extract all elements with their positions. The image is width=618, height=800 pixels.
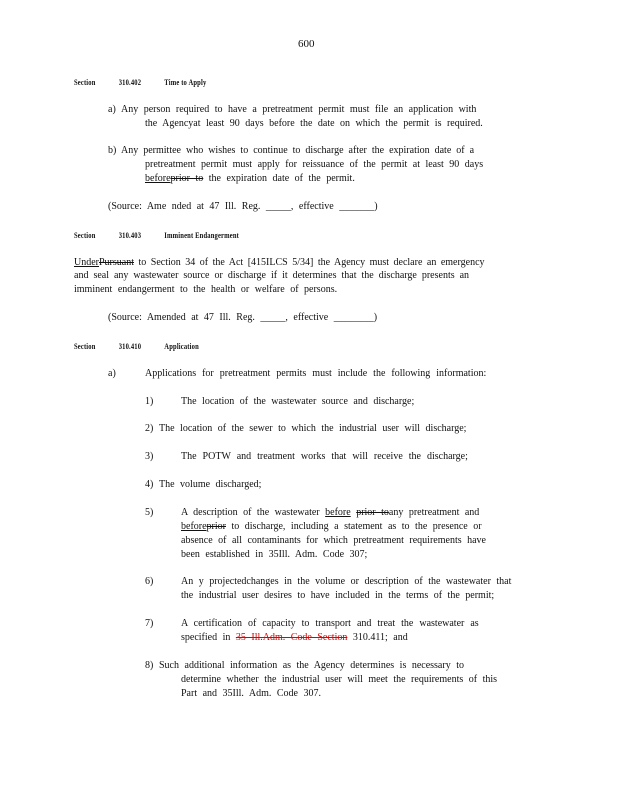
subsection-label-b: b) bbox=[108, 145, 117, 156]
list-item-text: A certification of capacity to transport and treat the wastewater as bbox=[181, 618, 479, 629]
list-item-text bbox=[181, 506, 479, 519]
subsection-label-a: a) bbox=[108, 368, 116, 379]
list-item-number: 8) bbox=[145, 660, 154, 671]
paragraph-line: pretreatment permit must apply for reissuance of the permit at least 90 days bbox=[145, 159, 484, 170]
section-heading-310-403 bbox=[74, 229, 239, 242]
section-number: 310.403 bbox=[118, 231, 142, 240]
section-label: Section bbox=[74, 342, 96, 351]
section-title: Imminent Endangerment bbox=[164, 231, 239, 240]
page-number: 600 bbox=[298, 38, 315, 50]
text-segment: A description of the wastewater bbox=[181, 507, 320, 518]
list-item-number: 4) bbox=[145, 479, 154, 490]
text-segment: any pretreatment and bbox=[388, 507, 480, 518]
deleted-text: Pursuant bbox=[99, 257, 134, 268]
section-number: 310.402 bbox=[118, 78, 142, 87]
list-item-number: 1) bbox=[145, 396, 154, 407]
paragraph-line: Any person required to have a pretreatment permit must file an application with bbox=[121, 104, 477, 115]
list-item-text: The location of the sewer to which the industrial user will discharge; bbox=[159, 423, 467, 434]
paragraph-line: Applications for pretreatment permits must include the following information: bbox=[145, 368, 487, 379]
list-item-text: the industrial user desires to have included in the terms of the permit; bbox=[181, 590, 495, 601]
list-item-text: absence of all contaminants for which pretreatment requirements have bbox=[181, 535, 486, 546]
section-label: Section bbox=[74, 231, 96, 240]
inserted-text: Under bbox=[74, 257, 99, 268]
list-item-text bbox=[181, 631, 408, 644]
paragraph-line: imminent endangerment to the health or welfare of persons. bbox=[74, 284, 338, 295]
paragraph-line: Any permittee who wishes to continue to discharge after the expiration date of a bbox=[121, 145, 475, 156]
list-item-number: 3) bbox=[145, 451, 154, 462]
text-segment: to Section 34 of the Act [415ILCS 5/34] the Agency must declare an emergency bbox=[138, 257, 485, 268]
list-item-text: An y projectedchanges in the volume or description of the wastewater that bbox=[181, 576, 512, 587]
list-item-text: Part and 35Ill. Adm. Code 307. bbox=[181, 688, 321, 699]
inserted-text: before bbox=[145, 173, 171, 184]
list-item-number: 6) bbox=[145, 576, 154, 587]
deleted-text: prior to bbox=[356, 507, 389, 518]
section-title: Time to Apply bbox=[164, 78, 207, 87]
paragraph-line: and seal any wastewater source or discharge if it determines that the discharge presents an bbox=[74, 270, 470, 281]
inserted-text: before bbox=[325, 507, 351, 518]
inserted-text: before bbox=[181, 521, 207, 532]
list-item-text bbox=[181, 520, 482, 533]
section-title: Application bbox=[164, 342, 199, 351]
list-item-text: The location of the wastewater source and discharge; bbox=[181, 396, 415, 407]
subsection-label-a: a) bbox=[108, 104, 116, 115]
text-segment: 310.411; and bbox=[352, 632, 408, 643]
section-heading-310-402 bbox=[74, 76, 206, 89]
text-segment: the expiration date of the permit. bbox=[208, 173, 355, 184]
text-segment: specified in bbox=[181, 632, 231, 643]
source-note: (Source: Amended at 47 Ill. Reg. _____, effective ________) bbox=[108, 312, 378, 323]
list-item-number: 5) bbox=[145, 507, 154, 518]
deleted-text: prior to bbox=[170, 173, 204, 184]
list-item-number: 7) bbox=[145, 618, 154, 629]
list-item-text: The POTW and treatment works that will receive the discharge; bbox=[181, 451, 468, 462]
text-segment: to discharge, including a statement as to the presence or bbox=[231, 521, 482, 532]
list-item-number: 2) bbox=[145, 423, 154, 434]
section-number: 310.410 bbox=[118, 342, 142, 351]
list-item-text: been established in 35Ill. Adm. Code 307; bbox=[181, 549, 368, 560]
section-label: Section bbox=[74, 78, 96, 87]
deleted-text: 35 Ill.Adm. Code Section bbox=[235, 632, 348, 643]
deleted-text: prior bbox=[206, 521, 226, 532]
list-item-text: determine whether the industrial user will meet the requirements of this bbox=[181, 674, 498, 685]
list-item-text: Such additional information as the Agency determines is necessary to bbox=[159, 660, 464, 671]
source-note: (Source: Ame nded at 47 Ill. Reg. _____, effective _______) bbox=[108, 201, 378, 212]
paragraph-line bbox=[145, 172, 355, 185]
paragraph-line bbox=[74, 256, 485, 269]
list-item-text: The volume discharged; bbox=[159, 479, 262, 490]
paragraph-line: the Agencyat least 90 days before the date on which the permit is required. bbox=[145, 118, 483, 129]
section-heading-310-410 bbox=[74, 340, 199, 353]
